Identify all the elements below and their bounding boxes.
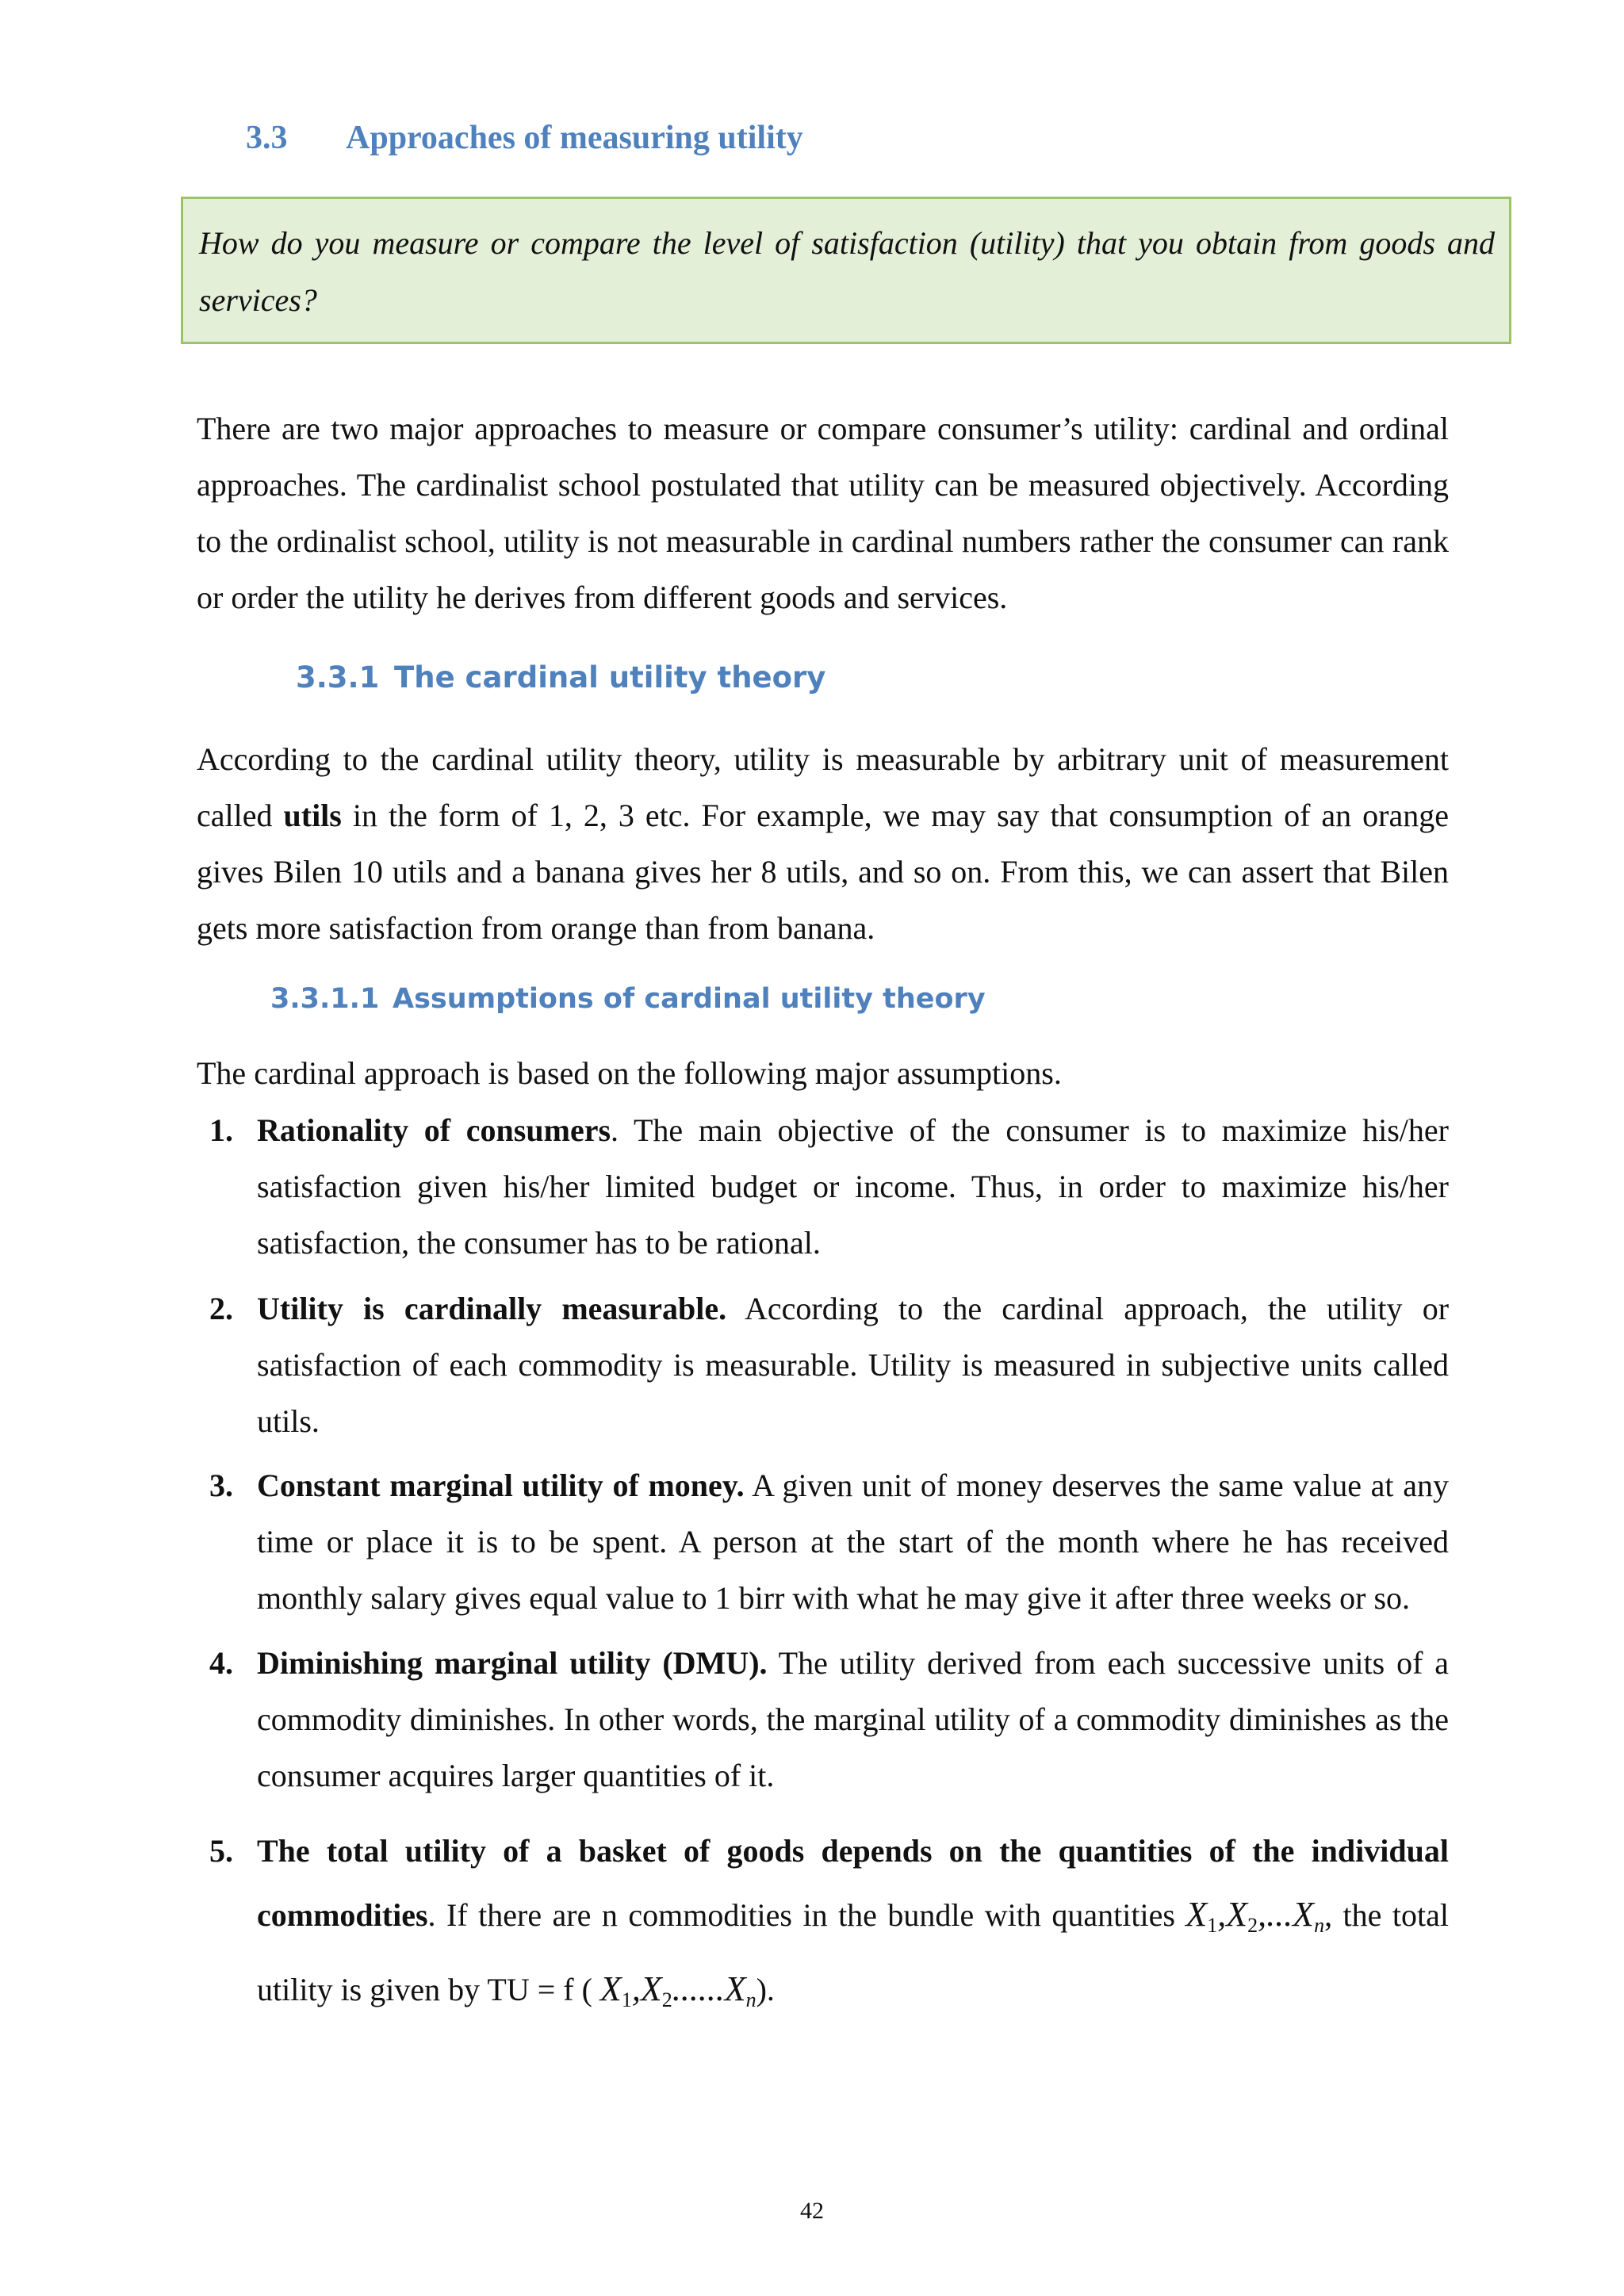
assumption-item bbox=[197, 1635, 1449, 1804]
assumption-text: The utility derived from each successive units of a commodity diminishes. In other words, the marginal utility of a commodity diminishes as the consumer acquires larger quantities of it. bbox=[257, 1645, 1450, 1793]
assumption-title: Constant marginal utility of money. bbox=[257, 1468, 745, 1503]
subsubsection-number: 3.3.1.1 bbox=[270, 983, 380, 1015]
assumption-text: ). bbox=[756, 1972, 775, 2007]
subsubsection-title: Assumptions of cardinal utility theory bbox=[393, 983, 986, 1015]
utils-term: utils bbox=[283, 798, 342, 833]
assumption-text: , the total utility is given by TU = f ( bbox=[257, 1897, 1449, 2007]
assumption-number: 4. bbox=[209, 1645, 233, 1681]
page-number: 42 bbox=[800, 2198, 824, 2224]
cardinal-text-before: According to the cardinal utility theory, utility is measurable by arbitrary unit of measurement called bbox=[197, 741, 1449, 833]
cardinal-text-after: in the form of 1, 2, 3 etc. For example, we may say that consumption of an orange gives Bilen 10 utils and a banana gives her 8 utils, and so on. From this, we can assert that Bilen gets more satisfaction from orange than from banana. bbox=[197, 798, 1449, 946]
tu-function-math: $X_1,X_2......X_n$ bbox=[599, 1969, 756, 2011]
assumption-item bbox=[197, 1102, 1449, 1271]
assumption-text: According to the cardinal approach, the utility or satisfaction of each commodity is measurable. Utility is measured in subjective units called utils. bbox=[257, 1291, 1450, 1439]
assumption-number: 5. bbox=[209, 1833, 233, 1869]
assumption-title: The total utility of a basket of goods depends on the quantities of the individual commodities bbox=[257, 1833, 1449, 1933]
subsection-number: 3.3.1 bbox=[296, 660, 380, 695]
assumption-number: 2. bbox=[209, 1291, 233, 1326]
assumption-item bbox=[197, 1280, 1449, 1449]
subsubsection-heading bbox=[270, 983, 986, 1015]
assumption-title: Utility is cardinally measurable. bbox=[257, 1291, 727, 1326]
assumption-text: . If there are n commodities in the bundle with quantities bbox=[427, 1897, 1186, 1933]
assumptions-intro: The cardinal approach is based on the following major assumptions. bbox=[197, 1055, 1062, 1091]
cardinal-paragraph bbox=[197, 731, 1449, 956]
section-heading bbox=[246, 119, 803, 157]
subsection-heading bbox=[296, 660, 825, 695]
assumption-item bbox=[197, 1820, 1449, 2032]
assumption-item bbox=[197, 1457, 1449, 1626]
subsection-title: The cardinal utility theory bbox=[394, 660, 826, 695]
intro-paragraph: There are two major approaches to measure or compare consumer’s utility: cardinal and ordinal approaches. The cardinalist school postulated that utility can be measured objectively. According to the ordinalist school, utility is not measurable in cardinal numbers rather the consumer can rank or order the utility he derives from different goods and services. bbox=[197, 411, 1449, 615]
assumption-number: 3. bbox=[209, 1468, 233, 1503]
quantities-math: $X_1,X_2,...X_n$ bbox=[1185, 1895, 1325, 1937]
question-callout: How do you measure or compare the level of satisfaction (utility) that you obtain from goods and services? bbox=[181, 197, 1511, 344]
assumption-text: . The main objective of the consumer is to maximize his/her satisfaction given his/her limited budget or income. Thus, in order to maximize his/her satisfaction, the consumer has to be rational. bbox=[257, 1112, 1449, 1261]
assumption-number: 1. bbox=[209, 1112, 233, 1148]
assumption-title: Diminishing marginal utility (DMU). bbox=[257, 1645, 768, 1681]
section-number: 3.3 bbox=[246, 120, 288, 156]
section-title: Approaches of measuring utility bbox=[346, 120, 803, 156]
assumption-text: A given unit of money deserves the same value at any time or place it is to be spent. A person at the start of the month where he has received monthly salary gives equal value to 1 birr with what he may give it after three weeks or so. bbox=[257, 1468, 1449, 1616]
assumption-title: Rationality of consumers bbox=[257, 1112, 611, 1148]
